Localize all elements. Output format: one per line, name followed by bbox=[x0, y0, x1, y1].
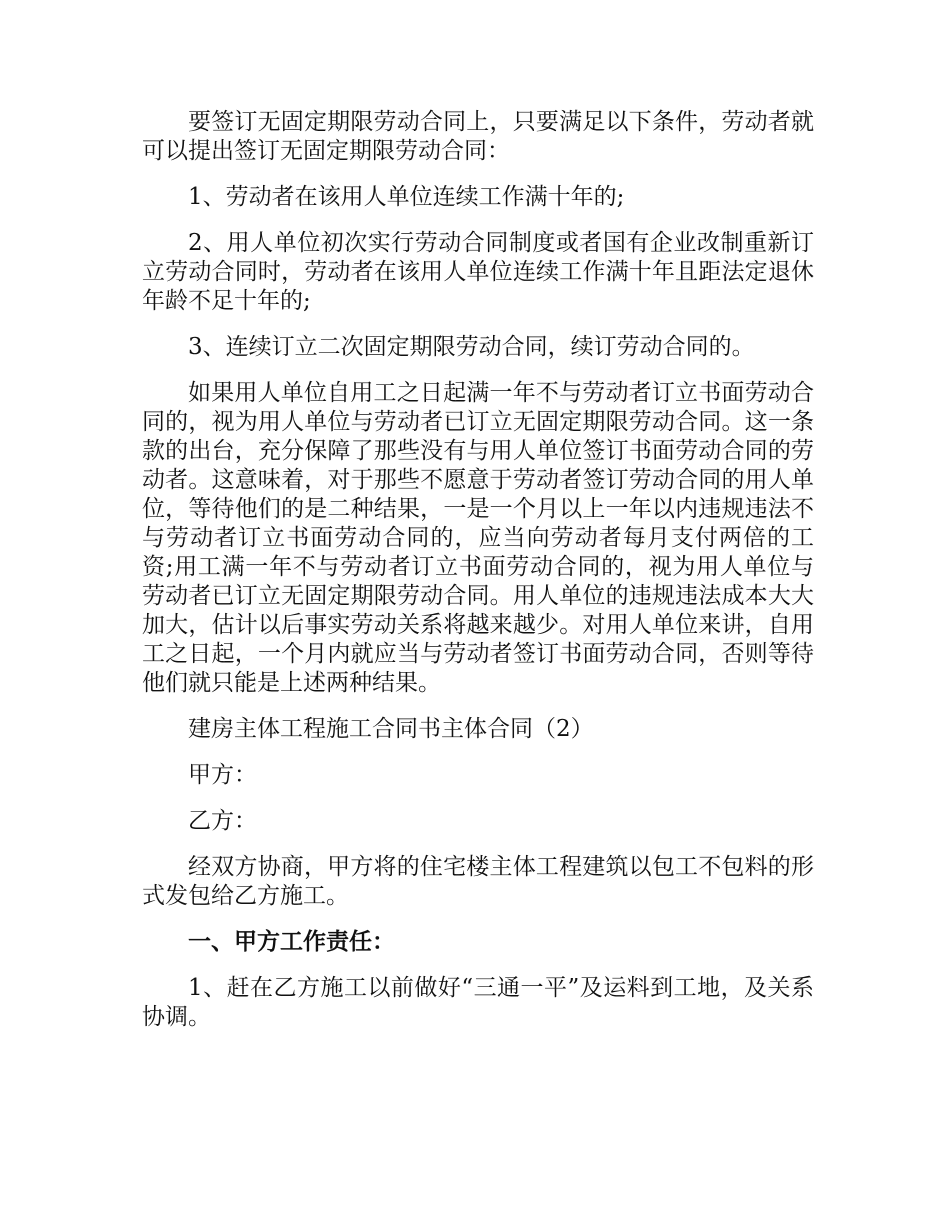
intro-paragraph: 要签订无固定期限劳动合同上，只要满足以下条件，劳动者就可以提出签订无固定期限劳动合同： bbox=[142, 109, 814, 164]
contract-title: 建房主体工程施工合同书主体合同（2） bbox=[188, 716, 594, 742]
party-b-line: 乙方： bbox=[188, 808, 257, 834]
document-page bbox=[142, 108, 814, 1049]
party-a-line: 甲方： bbox=[188, 762, 257, 788]
duty-item-1: 1、赶在乙方施工以前做好“三通一平”及运料到工地，及关系协调。 bbox=[142, 975, 814, 1030]
condition-item-1: 1、劳动者在该用人单位连续工作满十年的; bbox=[188, 184, 625, 210]
section-heading-party-a-duties: 一、甲方工作责任： bbox=[188, 929, 395, 955]
condition-item-3: 3、连续订立二次固定期限劳动合同，续订劳动合同的。 bbox=[188, 334, 755, 360]
explanation-paragraph: 如果用人单位自用工之日起满一年不与劳动者订立书面劳动合同的，视为用人单位与劳动者已订立无固定期限劳动合同。这一条款的出台，充分保障了那些没有与用人单位签订书面劳动合同的劳动者。这意味着，对于那些不愿意于劳动者签订劳动合同的用人单位，等待他们的是二种结果，一是一个月以上一年以内违规违法不与劳动者订立书面劳动合同的，应当向劳动者每月支付两倍的工资;用工满一年不与劳动者订立书面劳动合同的，视为用人单位与劳动者已订立无固定期限劳动合同。用人单位的违规违法成本大大加大，估计以后事实劳动关系将越来越少。对用人单位来讲，自用工之日起，一个月内就应当与劳动者签订书面劳动合同，否则等待他们就只能是上述两种结果。 bbox=[142, 380, 814, 696]
agreement-paragraph: 经双方协商，甲方将的住宅楼主体工程建筑以包工不包料的形式发包给乙方施工。 bbox=[142, 854, 814, 909]
condition-item-2: 2、用人单位初次实行劳动合同制度或者国有企业改制重新订立劳动合同时，劳动者在该用人单位连续工作满十年且距法定退休年龄不足十年的; bbox=[142, 230, 814, 314]
